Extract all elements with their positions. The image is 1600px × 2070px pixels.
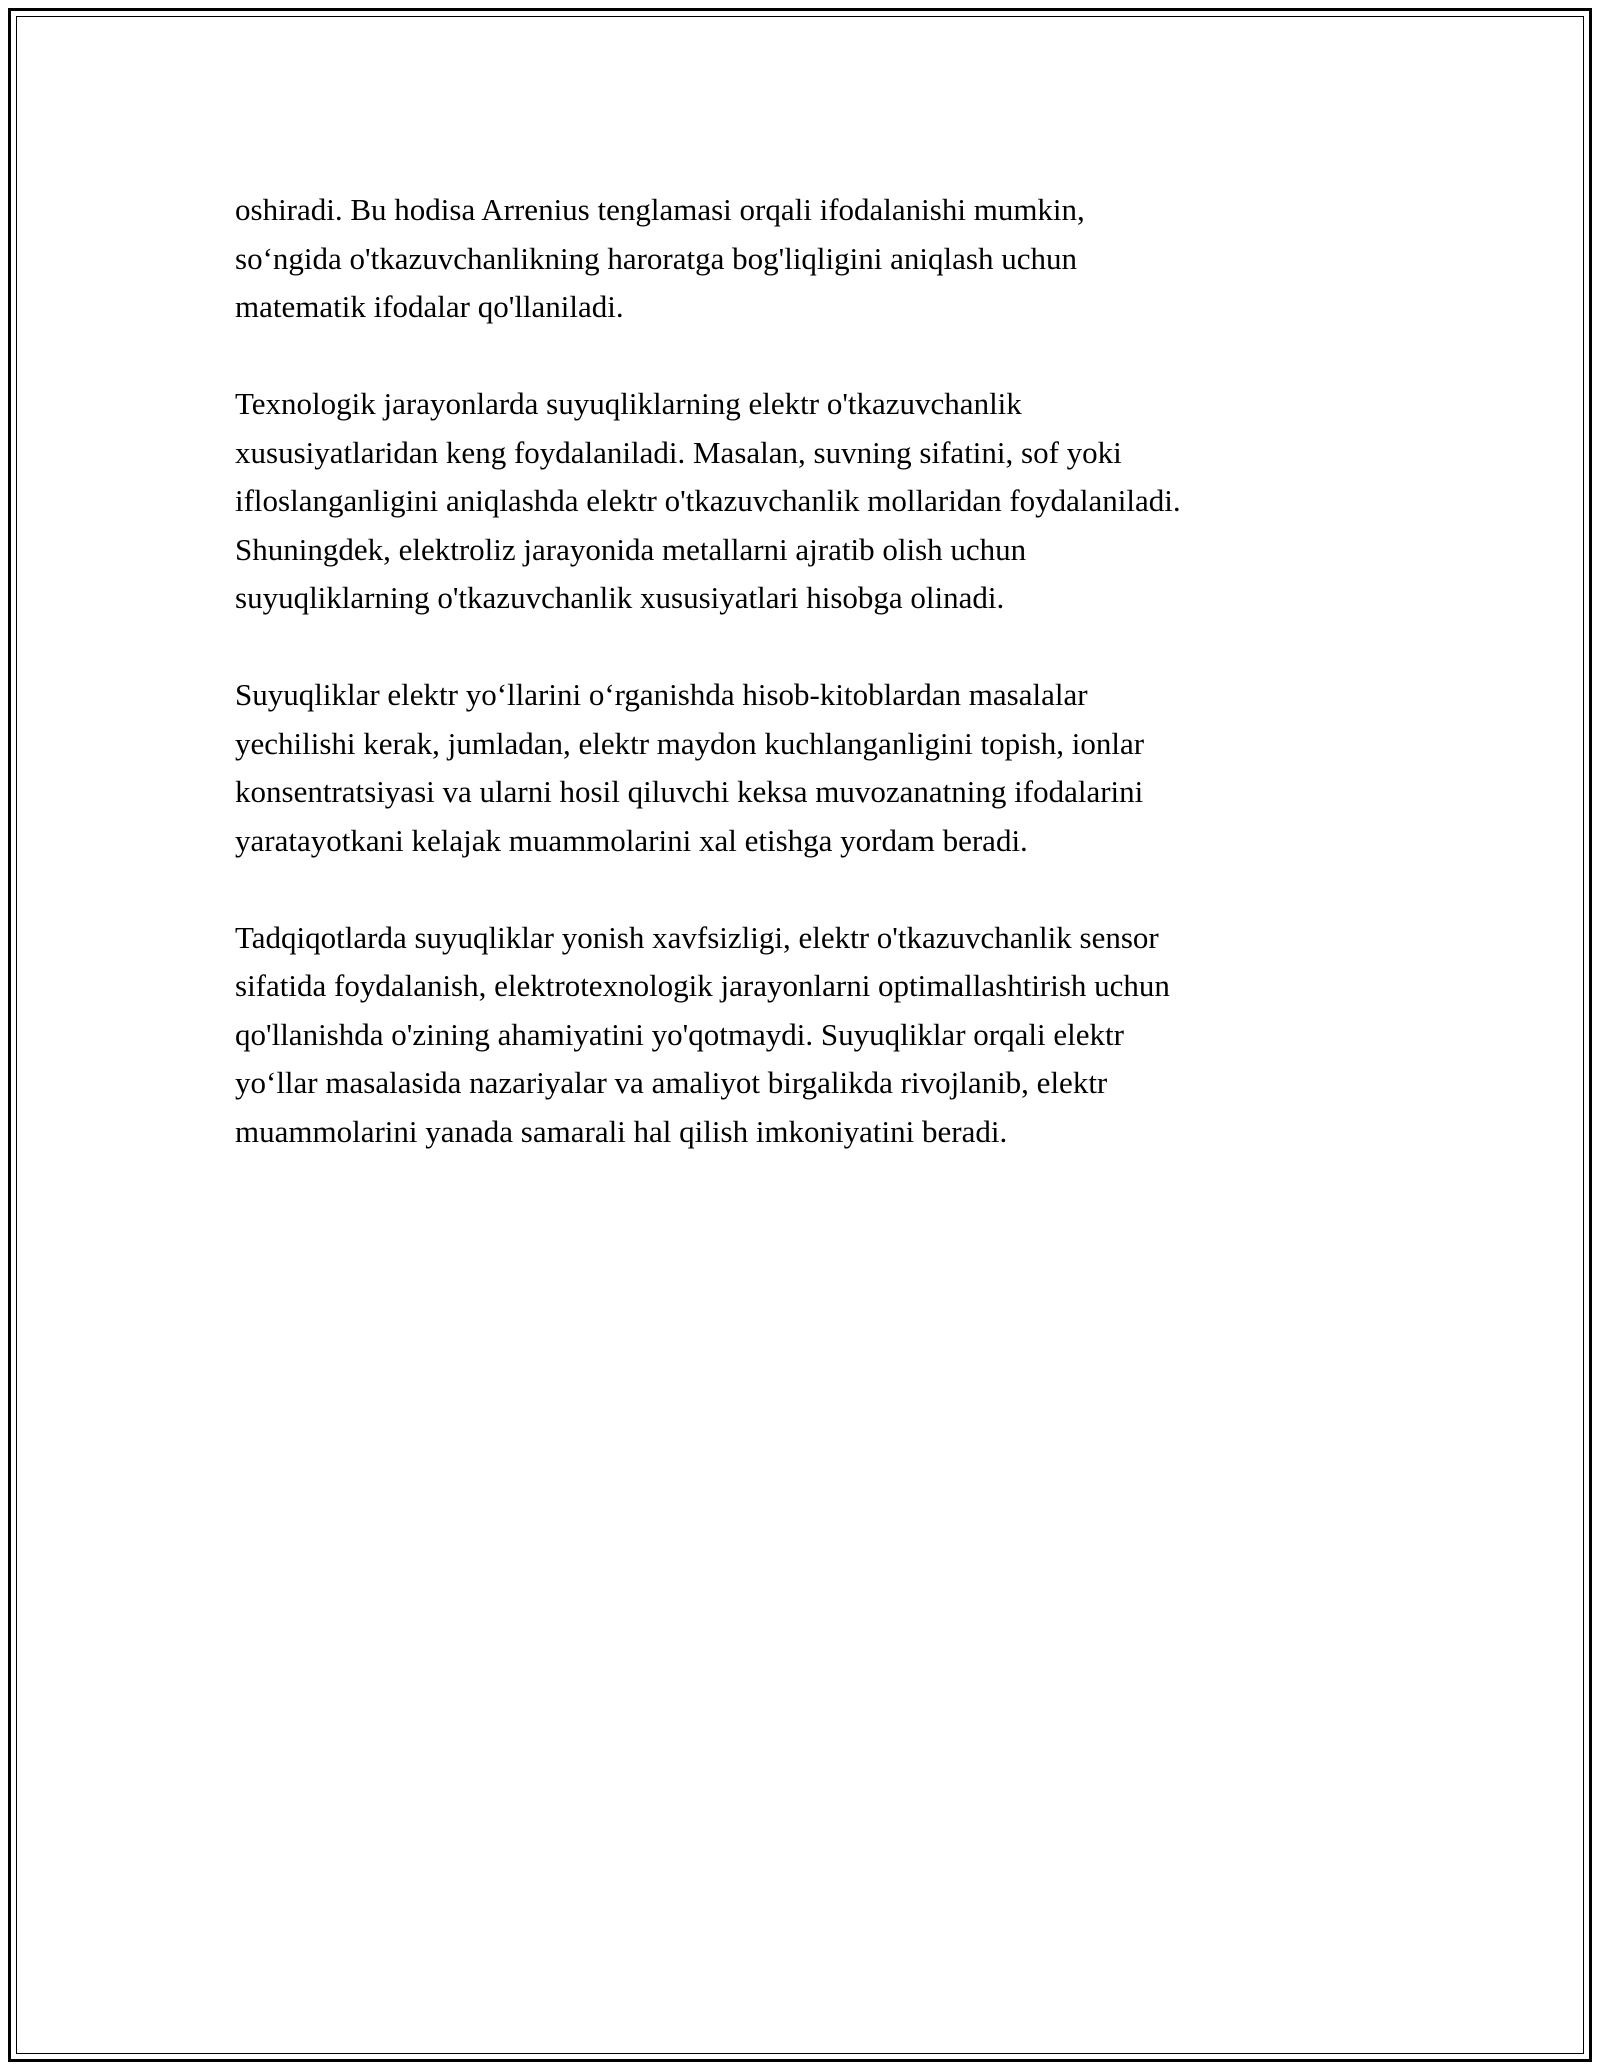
- paragraph-2: Texnologik jarayonlarda suyuqliklarning elektr o'tkazuvchanlik xususiyatlaridan keng foydalaniladi. Masalan, suvning sifatini, sof yoki ifloslanganligini aniqlashda elektr o'tkazuvchanlik mollaridan foydalaniladi. Shuningdek, elektroliz jarayonida metallarni ajratib olish uchun suyuqliklarning o'tkazuvchanlik xususiyatlari hisobga olinadi.: [235, 386, 1181, 615]
- paragraph-1: oshiradi. Bu hodisa Arrenius tenglamasi orqali ifodalanishi mumkin, so‘ngida o'tkazuvchanlikning haroratga bog'liqligini aniqlash uchun matematik ifodalar qo'llaniladi.: [235, 192, 1085, 324]
- paragraph-3: Suyuqliklar elektr yo‘llarini o‘rganishda hisob-kitoblardan masalalar yechilishi kerak, jumladan, elektr maydon kuchlanganligini topish, ionlar konsentratsiyasi va ularni hosil qiluvchi keksa muvozanatning ifodalarini yaratayotkani kelajak muammolarini xal etishga yordam beradi.: [235, 677, 1145, 858]
- paragraph-4: Tadqiqotlarda suyuqliklar yonish xavfsizligi, elektr o'tkazuvchanlik sensor sifatida foydalanish, elektrotexnologik jarayonlarni optimallashtirish uchun qo'llanishda o'zining ahamiyatini yo'qotmaydi. Suyuqliklar orqali elektr yo‘llar masalasida nazariyalar va amaliyot birgalikda rivojlanib, elektr muammolarini yanada samarali hal qilish imkoniyatini beradi.: [235, 919, 1170, 1149]
- document-body: [235, 186, 1375, 1205]
